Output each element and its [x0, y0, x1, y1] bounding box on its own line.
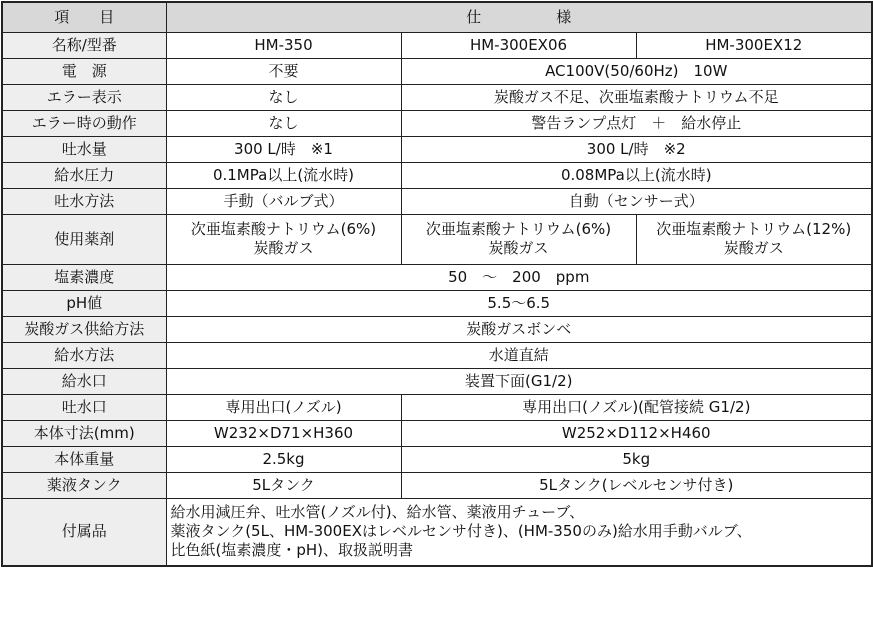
row-label: pH値 — [2, 290, 166, 316]
cell-ex: 300 L/時 ※2 — [401, 136, 872, 162]
table-row — [2, 446, 872, 472]
header-spec: 仕 様 — [166, 2, 872, 32]
table-row — [2, 32, 872, 58]
cell-all: 水道直結 — [166, 342, 872, 368]
row-label: 電 源 — [2, 58, 166, 84]
cell-ex12 — [636, 214, 872, 264]
accessories-line: 薬液タンク(5L、HM-300EXはレベルセンサ付き)、(HM-350のみ)給水用手動バルブ、 — [170, 522, 752, 541]
table-row — [2, 342, 872, 368]
cell-hm350: 不要 — [166, 58, 401, 84]
cell-line: 炭酸ガス — [488, 239, 549, 257]
row-label: エラー表示 — [2, 84, 166, 110]
row-label: 給水圧力 — [2, 162, 166, 188]
cell-ex: W252×D112×H460 — [401, 420, 872, 446]
row-label: 給水口 — [2, 368, 166, 394]
table-row — [2, 136, 872, 162]
row-label: 使用薬剤 — [2, 214, 166, 264]
cell-line: 炭酸ガス — [253, 239, 314, 257]
table-row — [2, 472, 872, 498]
cell-ex: 専用出口(ノズル)(配管接続 G1/2) — [401, 394, 872, 420]
cell-hm350: W232×D71×H360 — [166, 420, 401, 446]
cell-ex: 警告ランプ点灯 ＋ 給水停止 — [401, 110, 872, 136]
cell-ex12: HM-300EX12 — [636, 32, 872, 58]
cell-all: 5.5～6.5 — [166, 290, 872, 316]
cell-all: 50 ～ 200 ppm — [166, 264, 872, 290]
accessories-line: 比色紙(塩素濃度・pH)、取扱説明書 — [170, 541, 414, 560]
table-row — [2, 316, 872, 342]
header-item: 項 目 — [2, 2, 166, 32]
row-label: 本体重量 — [2, 446, 166, 472]
cell-ex: AC100V(50/60Hz) 10W — [401, 58, 872, 84]
row-label: 吐水方法 — [2, 188, 166, 214]
cell-hm350: 0.1MPa以上(流水時) — [166, 162, 401, 188]
row-label: 名称/型番 — [2, 32, 166, 58]
row-label: 付属品 — [2, 498, 166, 566]
cell-hm350: 手動（バルブ式） — [166, 188, 401, 214]
spec-table — [1, 1, 873, 567]
cell-all: 装置下面(G1/2) — [166, 368, 872, 394]
table-row — [2, 84, 872, 110]
cell-line: 次亜塩素酸ナトリウム(12%) — [656, 220, 852, 238]
table-row — [2, 162, 872, 188]
cell-hm350: HM-350 — [166, 32, 401, 58]
cell-hm350 — [166, 214, 401, 264]
table-row — [2, 188, 872, 214]
table-row — [2, 58, 872, 84]
row-label: 薬液タンク — [2, 472, 166, 498]
cell-all: 炭酸ガスボンベ — [166, 316, 872, 342]
cell-hm350: 専用出口(ノズル) — [166, 394, 401, 420]
cell-accessories — [166, 498, 872, 566]
cell-ex: 5kg — [401, 446, 872, 472]
table-row — [2, 498, 872, 566]
cell-ex: 炭酸ガス不足、次亜塩素酸ナトリウム不足 — [401, 84, 872, 110]
table-row — [2, 264, 872, 290]
cell-ex: 0.08MPa以上(流水時) — [401, 162, 872, 188]
header-row — [2, 2, 872, 32]
cell-line: 次亜塩素酸ナトリウム(6%) — [190, 220, 377, 238]
cell-line: 次亜塩素酸ナトリウム(6%) — [425, 220, 612, 238]
row-label: 吐水口 — [2, 394, 166, 420]
table-row — [2, 110, 872, 136]
cell-line: 炭酸ガス — [723, 239, 784, 257]
table-row — [2, 214, 872, 264]
cell-hm350: 300 L/時 ※1 — [166, 136, 401, 162]
cell-ex06: HM-300EX06 — [401, 32, 636, 58]
cell-hm350: 5Lタンク — [166, 472, 401, 498]
cell-hm350: 2.5kg — [166, 446, 401, 472]
cell-ex06 — [401, 214, 636, 264]
row-label: 塩素濃度 — [2, 264, 166, 290]
row-label: 炭酸ガス供給方法 — [2, 316, 166, 342]
table-row — [2, 394, 872, 420]
cell-ex: 5Lタンク(レベルセンサ付き) — [401, 472, 872, 498]
table-row — [2, 290, 872, 316]
table-row — [2, 420, 872, 446]
cell-hm350: なし — [166, 110, 401, 136]
row-label: 吐水量 — [2, 136, 166, 162]
cell-ex: 自動（センサー式） — [401, 188, 872, 214]
row-label: 給水方法 — [2, 342, 166, 368]
row-label: エラー時の動作 — [2, 110, 166, 136]
table-row — [2, 368, 872, 394]
row-label: 本体寸法(mm) — [2, 420, 166, 446]
accessories-line: 給水用減圧弁、吐水管(ノズル付)、給水管、薬液用チューブ、 — [170, 503, 585, 522]
cell-hm350: なし — [166, 84, 401, 110]
